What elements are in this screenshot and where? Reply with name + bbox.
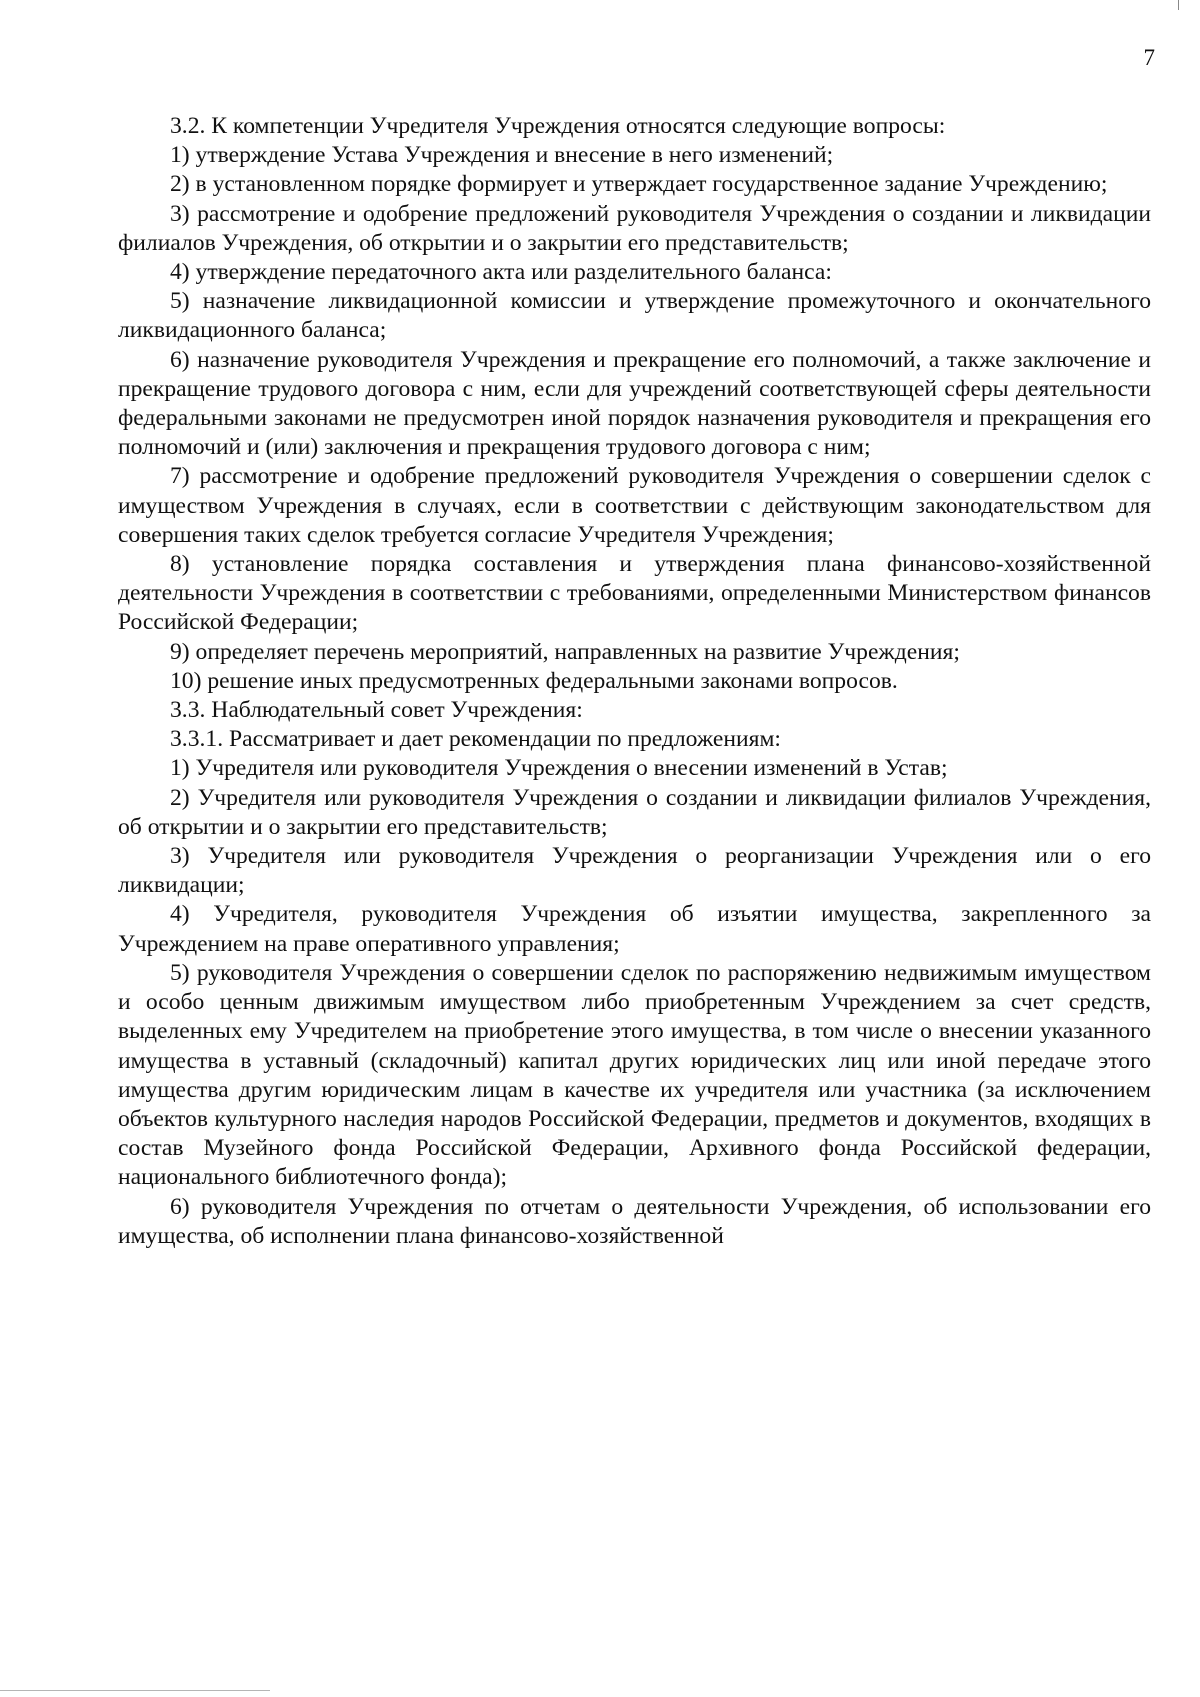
paragraph-3-2-item-7: 7) рассмотрение и одобрение предложений руководителя Учреждения о совершении сделок с имуществом Учреждения в случаях, если в соответствии с действующим законодательством для совершения таких сделок требуется согласие Учредителя Учреждения; [118, 463, 1151, 548]
paragraph-3-3-1-item-2: 2) Учредителя или руководителя Учреждения о создании и ликвидации филиалов Учреждения, об открытии и о закрытии его представительств; [118, 784, 1151, 840]
paragraph-3-2-item-10: 10) решение иных предусмотренных федеральными законами вопросов. [170, 667, 898, 694]
paragraph-3-2-item-3: 3) рассмотрение и одобрение предложений руководителя Учреждения о создании и ликвидации филиалов Учреждения, об открытии и о закрытии его представительств; [118, 200, 1151, 256]
document-body [118, 112, 1151, 1251]
paragraph-3-3-1-item-3: 3) Учредителя или руководителя Учреждения о реорганизации Учреждения или о его ликвидации; [118, 843, 1151, 899]
paragraph-3-2-item-2: 2) в установленном порядке формирует и утверждает государственное задание Учреждению; [170, 171, 1108, 198]
paragraph-3-3: 3.3. Наблюдательный совет Учреждения: [170, 697, 583, 724]
paragraph-3-2-item-6: 6) назначение руководителя Учреждения и прекращение его полномочий, а также заключение и прекращение трудового договора с ним, если для учреждений соответствующей сферы деятельности федеральными законами не предусмотрен иной порядок назначения руководителя и прекращения его полномочий и (или) заключения и прекращения трудового договора с ним; [118, 346, 1151, 461]
scan-edge-line [0, 1690, 270, 1691]
paragraph-3-2-item-1: 1) утверждение Устава Учреждения и внесение в него изменений; [170, 142, 834, 169]
paragraph-3-2: 3.2. К компетенции Учредителя Учреждения относятся следующие вопросы: [170, 113, 946, 139]
paragraph-3-3-1-item-1: 1) Учредителя или руководителя Учреждения о внесении изменений в Устав; [170, 755, 948, 782]
paragraph-3-2-item-4: 4) утверждение передаточного акта или разделительного баланса: [170, 259, 832, 286]
paragraph-3-2-item-8: 8) установление порядка составления и утверждения плана финансово-хозяйственной деятельности Учреждения в соответствии с требованиями, определенными Министерством финансов Российской Федерации; [118, 551, 1151, 636]
paragraph-3-2-item-9: 9) определяет перечень мероприятий, направленных на развитие Учреждения; [170, 638, 960, 665]
paragraph-3-3-1-item-5: 5) руководителя Учреждения о совершении сделок по распоряжению недвижимым имуществом и особо ценным движимым имуществом либо приобретенным Учреждением за счет средств, выделенных ему Учредителем на приобретение этого имущества, в том числе о внесении указанного имущества в уставный (складочный) капитал других юридических лиц или иной передаче этого имущества другим юридическим лицам в качестве их учредителя или участника (за исключением объектов культурного наследия народов Российской Федерации, предметов и документов, входящих в состав Музейного фонда Российской Федерации, Архивного фонда Российской федерации, национального библиотечного фонда); [118, 959, 1151, 1191]
scan-edge-mark [1178, 0, 1179, 10]
paragraph-3-2-item-5: 5) назначение ликвидационной комиссии и утверждение промежуточного и окончательного ликвидационного баланса; [118, 288, 1151, 344]
paragraph-3-3-1: 3.3.1. Рассматривает и дает рекомендации по предложениям: [170, 726, 781, 753]
paragraph-3-3-1-item-6: 6) руководителя Учреждения по отчетам о деятельности Учреждения, об использовании его имущества, об исполнении плана финансово-хозяйственной [118, 1193, 1151, 1249]
paragraph-3-3-1-item-4: 4) Учредителя, руководителя Учреждения об изъятии имущества, закрепленного за Учреждением на праве оперативного управления; [118, 901, 1151, 957]
page-number: 7 [1143, 45, 1155, 70]
